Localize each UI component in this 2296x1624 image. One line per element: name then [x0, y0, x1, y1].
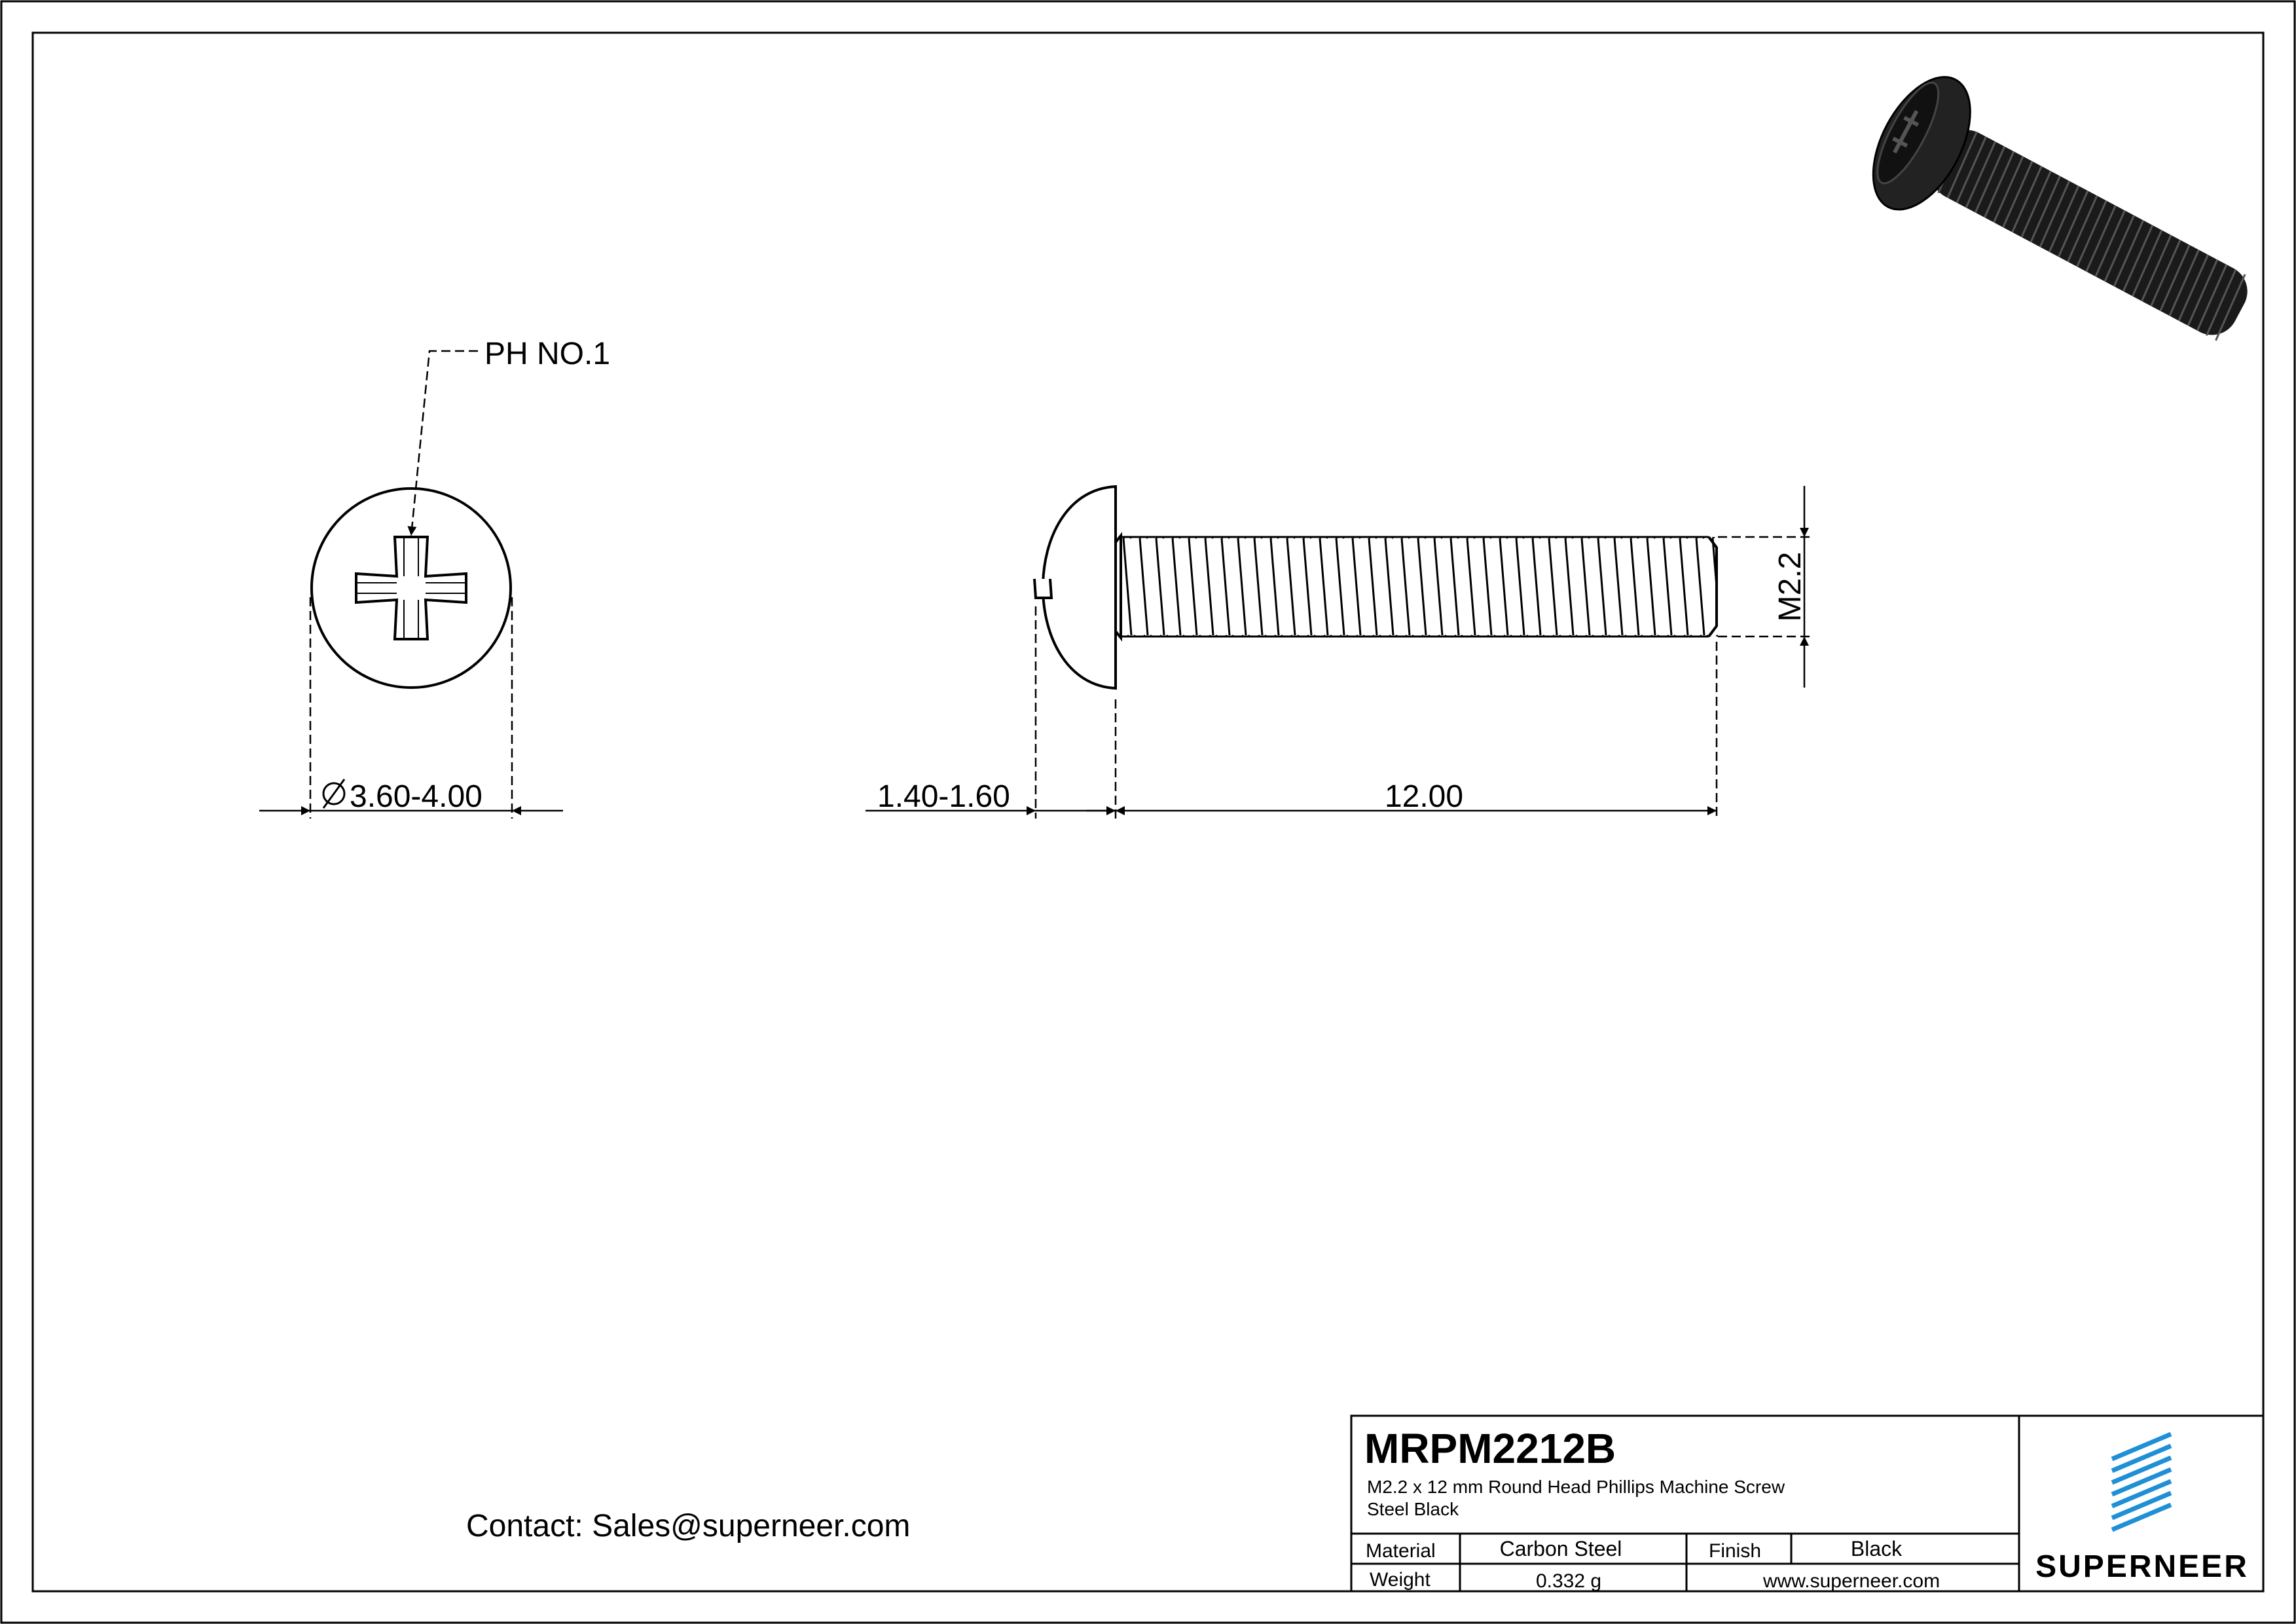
- head-diameter-value: 3.60-4.00: [350, 779, 483, 814]
- thread-line: [1598, 538, 1606, 635]
- head-slot: [1034, 579, 1051, 598]
- thread-line: [1320, 538, 1328, 635]
- thread-line: [1303, 538, 1311, 635]
- head-top-view: [312, 489, 511, 688]
- thread-line: [1156, 538, 1164, 635]
- thread-line: [1549, 538, 1557, 635]
- thread-line: [1500, 538, 1508, 635]
- phillips-recess: [356, 537, 466, 639]
- thread-line: [1238, 538, 1246, 635]
- thread-line: [1189, 538, 1197, 635]
- thread-line: [1582, 538, 1590, 635]
- thread-line: [1434, 538, 1442, 635]
- finish-label: Finish: [1709, 1540, 1762, 1562]
- material-value: Carbon Steel: [1499, 1537, 1622, 1560]
- website-link[interactable]: www.superneer.com: [1762, 1570, 1941, 1592]
- thread-line: [1565, 538, 1573, 635]
- material-label: Material: [1366, 1540, 1436, 1562]
- part-number: MRPM2212B: [1364, 1425, 1616, 1472]
- recess-label: PH NO.1: [484, 337, 611, 371]
- thread-line: [1287, 538, 1295, 635]
- thread-line: [1664, 538, 1671, 635]
- thread-line: [1271, 538, 1279, 635]
- finish-value: Black: [1850, 1537, 1903, 1560]
- thread-line: [1402, 538, 1410, 635]
- thread-line: [1484, 538, 1491, 635]
- thread-line: [1385, 538, 1393, 635]
- superneer-logo-icon: [2112, 1434, 2171, 1530]
- thread-line: [1418, 538, 1426, 635]
- thread-line: [1631, 538, 1639, 635]
- weight-label: Weight: [1370, 1569, 1430, 1591]
- head-height-dimension: [866, 606, 1116, 819]
- thread-line: [1173, 538, 1180, 635]
- thread-line: [1205, 538, 1213, 635]
- title-block: [1351, 1416, 2263, 1592]
- screw-side-view: [1034, 487, 1724, 688]
- diameter-symbol: [323, 779, 344, 808]
- weight-value: 0.332 g: [1535, 1570, 1602, 1592]
- thread-line: [1254, 538, 1262, 635]
- thread-line: [1467, 538, 1475, 635]
- thread-line: [1680, 538, 1688, 635]
- recess-leader: [411, 337, 610, 536]
- head-height-value: 1.40-1.60: [877, 779, 1010, 814]
- thread-line: [1353, 538, 1360, 635]
- thread-line: [1696, 538, 1704, 635]
- thread-line: [1533, 538, 1540, 635]
- thread-line: [1647, 538, 1655, 635]
- thread-line: [1369, 538, 1377, 635]
- thread-line: [1614, 538, 1622, 635]
- thread-value: M2.2: [1773, 551, 1808, 622]
- thread-line: [1123, 538, 1131, 635]
- description-line-1: M2.2 x 12 mm Round Head Phillips Machine Screw: [1367, 1477, 1785, 1497]
- contact-text: Contact: Sales@superneer.com: [466, 1509, 911, 1543]
- thread-line: [1222, 538, 1230, 635]
- screw-3d-render: [1853, 61, 2274, 376]
- sheet-outer-border: [1, 1, 2295, 1623]
- thread-line: [1516, 538, 1524, 635]
- length-dimension: [1116, 642, 1717, 819]
- thread-dimension: [1718, 486, 1813, 688]
- head-diameter-dimension: [259, 597, 563, 819]
- thread-line: [1140, 538, 1148, 635]
- length-value: 12.00: [1384, 779, 1464, 814]
- description-line-2: Steel Black: [1367, 1499, 1459, 1519]
- thread-line: [1451, 538, 1459, 635]
- thread-line: [1336, 538, 1344, 635]
- brand-name: SUPERNEER: [2035, 1549, 2249, 1584]
